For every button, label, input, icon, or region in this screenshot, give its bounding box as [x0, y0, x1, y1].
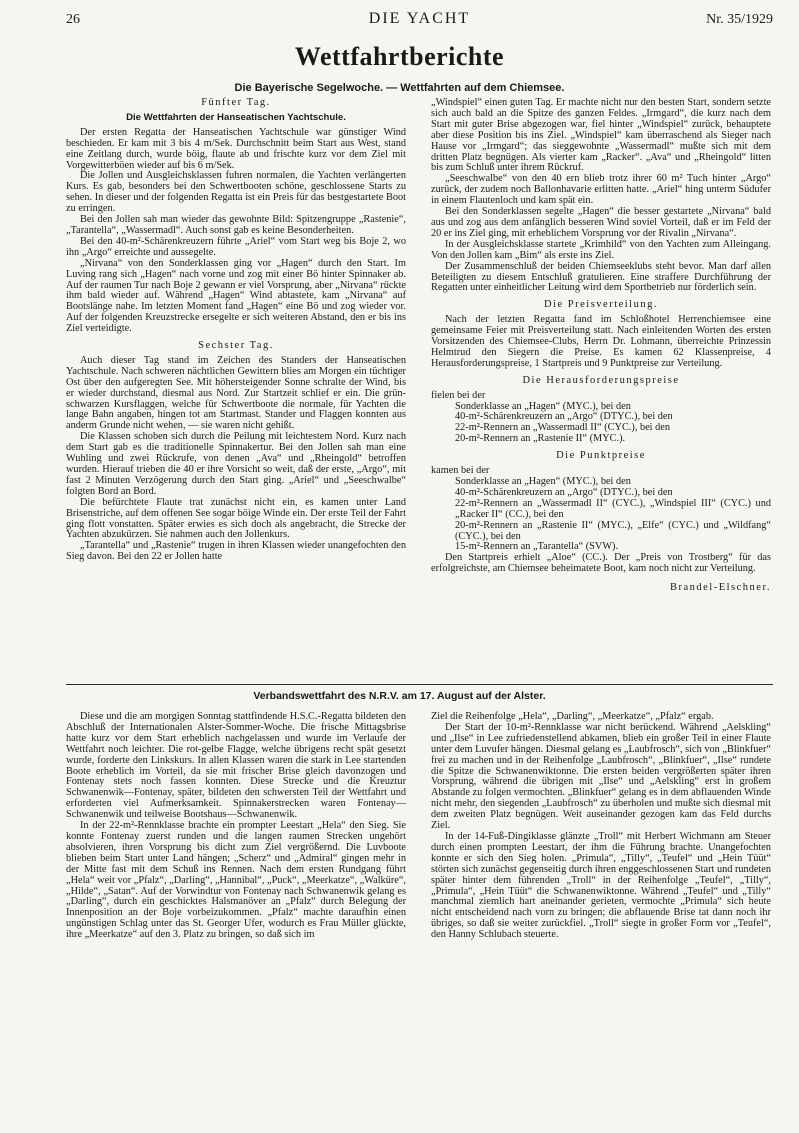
section-heading-day5: Fünfter Tag. [201, 97, 271, 108]
paragraph: Den Startpreis erhielt „Aloe“ (CC.). Der „Preis von Trostberg“ für das erfolgreichste, am Chiemsee beheimatete Boot, kam noch nicht zur Verteilung. [431, 552, 771, 575]
paragraph: Der ersten Regatta der Hanseatischen Yachtschule war günstiger Wind beschieden. Er kam mit 3 bis 4 m/Sek. Durchschnitt beim Start aus West, stand eine Zeitlang durch, wurde böig, flaute ab und frischte kurz vor dem Ziel mit Vorgewitterböen wieder auf bis 6 m/Sek. [66, 126, 406, 171]
list-item: Sonderklasse an „Hagen“ (MYC.), bei den [455, 476, 631, 487]
paragraph: Bei den Jollen sah man wieder das gewohnte Bild: Spitzengruppe „Rastenie“, „Tarantella“, „Wassermadl“. Auch sonst gab es keine Besonderheiten. [66, 214, 406, 236]
section-heading-challenge: Die Herausforderungspreise [522, 374, 680, 386]
section-heading-alster: Verbandswettfahrt des N.R.V. am 17. August auf der Alster. [253, 690, 546, 702]
issue-number: Nr. 35/1929 [706, 12, 773, 27]
page-title: Wettfahrtberichte [294, 42, 505, 71]
paragraph: Der Zusammenschluß der beiden Chiemseeklubs steht bevor. Man darf allen Beteiligten zu diesem Entschluß gratulieren. Eine straffere Durchführung der Regatten unter einheitlicher Leitung wird dem Sportbetrieb nur förderlich sein. [431, 260, 771, 294]
list-item: 15-m²-Rennern an „Tarantella“ (SVW). [455, 541, 619, 553]
paragraph: „Tarantella“ und „Rastenie“ trugen in ihren Klassen wieder unangefochten den Sieg davon. Bei den 22 er Jollen hatte [66, 540, 406, 563]
list-item: 20-m²-Rennern an „Rastenie II“ (MYC.), „Elfe“ (CYC.) und „Wildfang“ (CYC.), bei den [455, 519, 771, 542]
running-header [66, 10, 773, 30]
right-column-lower [431, 712, 771, 941]
section-heading-prize: Die Preisverteilung. [544, 299, 658, 311]
left-column-upper [66, 98, 406, 563]
list-item: 20-m²-Rennern an „Rastenie II“ (MYC.). [455, 433, 626, 445]
paragraph: In der 22-m²-Rennklasse brachte ein prompter Leestart „Hela“ den Sieg. Sie konnte Fontenay zuerst runden und die langen raumen Strecken ungehört absolvieren, ihren Vorsprung bis dicht zum Ziel vergrößernd. Die Luvboote blieben beim Start unter Land hängen; „Scherz“ und „Admiral“ gingen mehr in der Mitte fast mit dem Schuß ins Rennen. Nach dem ersten Rundgang führt „Hela“ weit vor „Pfalz“, „Darling“, „Hannibal“, „Puck“, „Meerkatze“, „Walküre“, „Hilde“, „Satan“. Auf der Vorwindtur von Fontenay nach Schwanenwik gelang es „Darling“, durch ein geschicktes Halsmanöver an „Pfalz“ durch Belegung der Innenposition an der Boje vorbeizukommen. „Pfalz“ machte daraufhin einen ungünstigen Schlag unter das St. Georger Ufer, wodurch es Frau Müller glückte, ihre „Meerkatze“ auf den 3. Platz zu bringen, so daß sich im [66, 820, 406, 941]
list-item: 40-m²-Schärenkreuzern an „Argo“ (DTYC.), bei den [455, 486, 673, 498]
list-item: 40-m²-Schärenkreuzern an „Argo“ (DTYC.), bei den [455, 411, 673, 423]
right-column-upper [431, 98, 771, 594]
list-intro: kamen bei der [431, 465, 490, 477]
list-intro: fielen bei der [431, 389, 486, 401]
left-column-lower [66, 712, 406, 941]
magazine-name: DIE YACHT [368, 10, 471, 27]
paragraph: Der Start der 10-m²-Rennklasse war nicht berückend. Während „Aelskling“ und „Ilse“ in Lee zufriedenstellend abkamen, blieb ein großer Teil in einer Flaute unter dem Luvufer hängen. Diesmal gelang es „Laubfrosch“, sich von „Blinkfuer“ frei zu machen und in der Reihenfolge „Laubfrosch“, „Blinkfuer“, „Ilse“ rundete die Spitze die Schwanenwiktonne. Die ersten beiden vergrößerten später ihren Vorsprung, während die übrigen mit „Ilse“ und „Aelskling“ erst in großem Abstande zu folgen vermochten. „Blinkfuer“ gelang es in dem abflauenden Winde nicht mehr, den siegenden „Laubfrosch“ zu überholen und mußte sich diesmal mit dem zweiten Platz begnügen. Weit auseinander gezogen kam das Feld durchs Ziel. [431, 721, 771, 832]
section-heading-points: Die Punktpreise [556, 450, 646, 462]
author-signature: Brandel-Elschner. [669, 582, 771, 594]
section-heading-hsc: Die Wettfahrten der Hanseatischen Yachtschule. [126, 111, 346, 123]
paragraph: Diese und die am morgigen Sonntag stattfindende H.S.C.-Regatta bildeten den Abschluß der Internationalen Alster-Sommer-Woche. Die frische Mittagsbrise hatte kurz vor dem Start erheblich nachgelassen und wurde im Verlaufe der Wettfahrt noch leichter. Die rot-gelbe Flagge, welche übrigens recht spät gesetzt wurde, forderte den Linkskurs. In allen Klassen waren die stark in Lee startenden Boote erheblich im Vorteil, da sie mit frischer Brise gleich davonzogen und Fontenay stets noch fassen konnten. Diese Strecke und die Kreuztur Schwanenwik—Fontenay, später, bildeten den schwersten Teil der Wettfahrt und erforderten viel Aufmerksamkeit. Spinnakerstrecken waren Fontenay—Schwanenwik und teilweise Bootshaus—Schwanenwik. [66, 711, 406, 821]
paragraph: Nach der letzten Regatta fand im Schloßhotel Herrenchiemsee eine gemeinsame Feier mit Preisverteilung statt. Nach einleitenden Worten des ersten Vorsitzenden des Chiemsee-Clubs, Herrn Dr. Lohmann, überreichte Prinzessin Helmtrud den Siegern die Preise. Es kamen 62 Klassenpreise, 4 Herausforderungspreise, 1 Startpreis und 9 Punktpreise zur Verteilung. [431, 314, 771, 369]
paragraph: Bei den 40-m²-Schärenkreuzern führte „Ariel“ vom Start weg bis Boje 2, wo ihn „Argo“ erreichte und aussegelte. [66, 235, 406, 258]
paragraph: Auch dieser Tag stand im Zeichen des Standers der Hanseatischen Yachtschule. Nach schweren nächtlichen Gewittern blies am Morgen ein tüchtiger Ost über den aufgeregten See. Mit höhersteigender Sonne schralte der Wind, bis er wieder durchstand, diesmal aus Nord. Zur Startzeit schlief er ein. Die grün-schwarzen Kursflaggen, welche für Schwertboote die normale, für Yachten die lange Bahn angaben, hingen tot am Startmast. Stander und Flaggen konnten aus anderm Grunde nicht wehen, — sie waren nicht gehißt. [66, 354, 406, 432]
paragraph: Die Klassen schoben sich durch die Peilung mit leichtestem Nord. Kurz nach dem Start gab es die traditionelle Spinnakertur. Bei den Jollen sah man eine Wuhling und zwei Rückrufe, von denen „Ava“ und „Rheingold“ betroffen wurden. Hierauf trieben die 40 er ihre Vorsicht so weit, daß der erste, „Argo“, mit fast 2 Minuten Verzögerung durch den Start ging. „Ariel“ und „Seeschwalbe“ folgten Bord an Bord. [66, 431, 406, 497]
paragraph: In der 14-Fuß-Dingiklasse glänzte „Troll“ mit Herbert Wichmann am Steuer durch einen prompten Leestart, der ihm die Führung brachte. Unangefochten konnte er sich den Sieg holen. „Primula“, „Tilly“, „Teufel“ und „Hein Tüüt“ störten sich zunächst gegenseitig durch ihren enggeschlossenen Start und rundeten später hinter dem führenden „Troll“ in der Reihenfolge „Teufel“, „Tilly“, „Primula“, „Hein Tüüt“ die Schwanenwiktonne. Während „Teufel“ und „Tilly“ manchmal ziemlich hart aneinander gerieten, vermochte „Primula“ sich heute nicht entscheidend nach vorn zu bringen; die abflauende Brise tat dann noch ihr übriges, so daß sie weiter zurückfiel. „Troll“ siegte in großer Form vor „Teufel“, den Hanny Schlubach steuerte. [431, 830, 771, 941]
paragraph: In der Ausgleichsklasse startete „Krimhild“ von den Yachten zum Alleingang. Von den Jollen kam „Bim“ als erste ins Ziel. [431, 238, 771, 261]
points-prize-list [431, 466, 771, 553]
page-number: 26 [66, 12, 80, 27]
list-item: 22-m²-Rennern an „Wassermadl II“ (CYC.), bei den [455, 422, 670, 434]
paragraph: Die befürchtete Flaute trat zunächst nicht ein, es kamen unter Land Brisenstriche, auf dem offenen See sogar böige Winde ein. Der erste Teil der Fahrt ging flott vonstatten. Später erwies es sich doch als angebracht, die Strecke der Yachten abzukürzen. Sie nahmen auch den Jollenkurs. [66, 496, 406, 541]
section-divider [66, 684, 773, 685]
paragraph: „Nirvana“ von den Sonderklassen ging vor „Hagen“ durch den Start. Im Luving rang sich „Hagen“ nach vorne und zog mit einer Bö hinter Spinnaker ab. Auf der raumen Tur nach Boje 2 gewann er viel Vorsprung, aber „Nirvana“ rückte ihm bald wieder auf. Während „Hagen“ Wind abtastete, kam „Nirvana“ auf Bootslänge nahe. Im letzten Moment fand „Hagen“ eine Bö und zog wieder vor. Auf der folgenden Kreuzstrecke ersegelte er sich weiteren Abstand, den er bis ins Ziel verteidigte. [66, 257, 406, 335]
list-item: 22-m²-Rennern an „Wassermadl II“ (CYC.), „Windspiel III“ (CYC.) und „Racker II“ (CC.), bei den [455, 497, 771, 520]
article-subtitle: Die Bayerische Segelwoche. — Wettfahrten auf dem Chiemsee. [234, 82, 565, 94]
section-heading-day6: Sechster Tag. [198, 340, 274, 352]
paragraph: Die Jollen und Ausgleichsklassen fuhren normalen, die Yachten verlängerten Kurs. Es gab, besonders bei den Schwertbooten schöne, geschlossene Starts zu sehen. In dieser und der folgenden Regatta ist ein Preis für das bestgestartete Boot zu erringen. [66, 170, 406, 215]
challenge-prize-list [431, 391, 771, 446]
list-item: Sonderklasse an „Hagen“ (MYC.), bei den [455, 400, 631, 412]
paragraph: Ziel die Reihenfolge „Hela“, „Darling“, „Meerkatze“, „Pfalz“ ergab. [431, 711, 714, 722]
paragraph: Bei den Sonderklassen segelte „Hagen“ die besser gestartete „Nirvana“ bald aus und zog aus dem anfänglich besseren Wind soviel Vorteil, daß er im Feld der 20 er ins Ziel ging, mit erheblichem Vorsprung vor der Rivalin „Nirvana“. [431, 206, 771, 239]
paragraph: „Windspiel“ einen guten Tag. Er machte nicht nur den besten Start, sondern setzte sich auch bald an die Spitze des ganzen Feldes. „Irmgard“, die kurz nach dem Start mit guter Brise abgezogen war, fiel hinter „Windspiel“ zurück, behauptete aber diese Position bis ins Ziel. „Windspiel“ kam überraschend als Sieger nach Hause vor „Irmgard“; das sieggewohnte „Wassermadl“ mußte sich mit dem dritten Platz begnügen. Als vierter kam „Racker“. „Ava“ und „Rheingold“ litten bis zum Schluß unter ihrem Rückruf. [431, 97, 771, 174]
paragraph: „Seeschwalbe“ von den 40 ern blieb trotz ihrer 60 m² Tuch hinter „Argo“ zurück, der zudem noch Ballonhavarie erlitten hatte. „Ariel“ hing unterm Südufer in einem Flautenloch und kam spät ein. [431, 173, 771, 207]
